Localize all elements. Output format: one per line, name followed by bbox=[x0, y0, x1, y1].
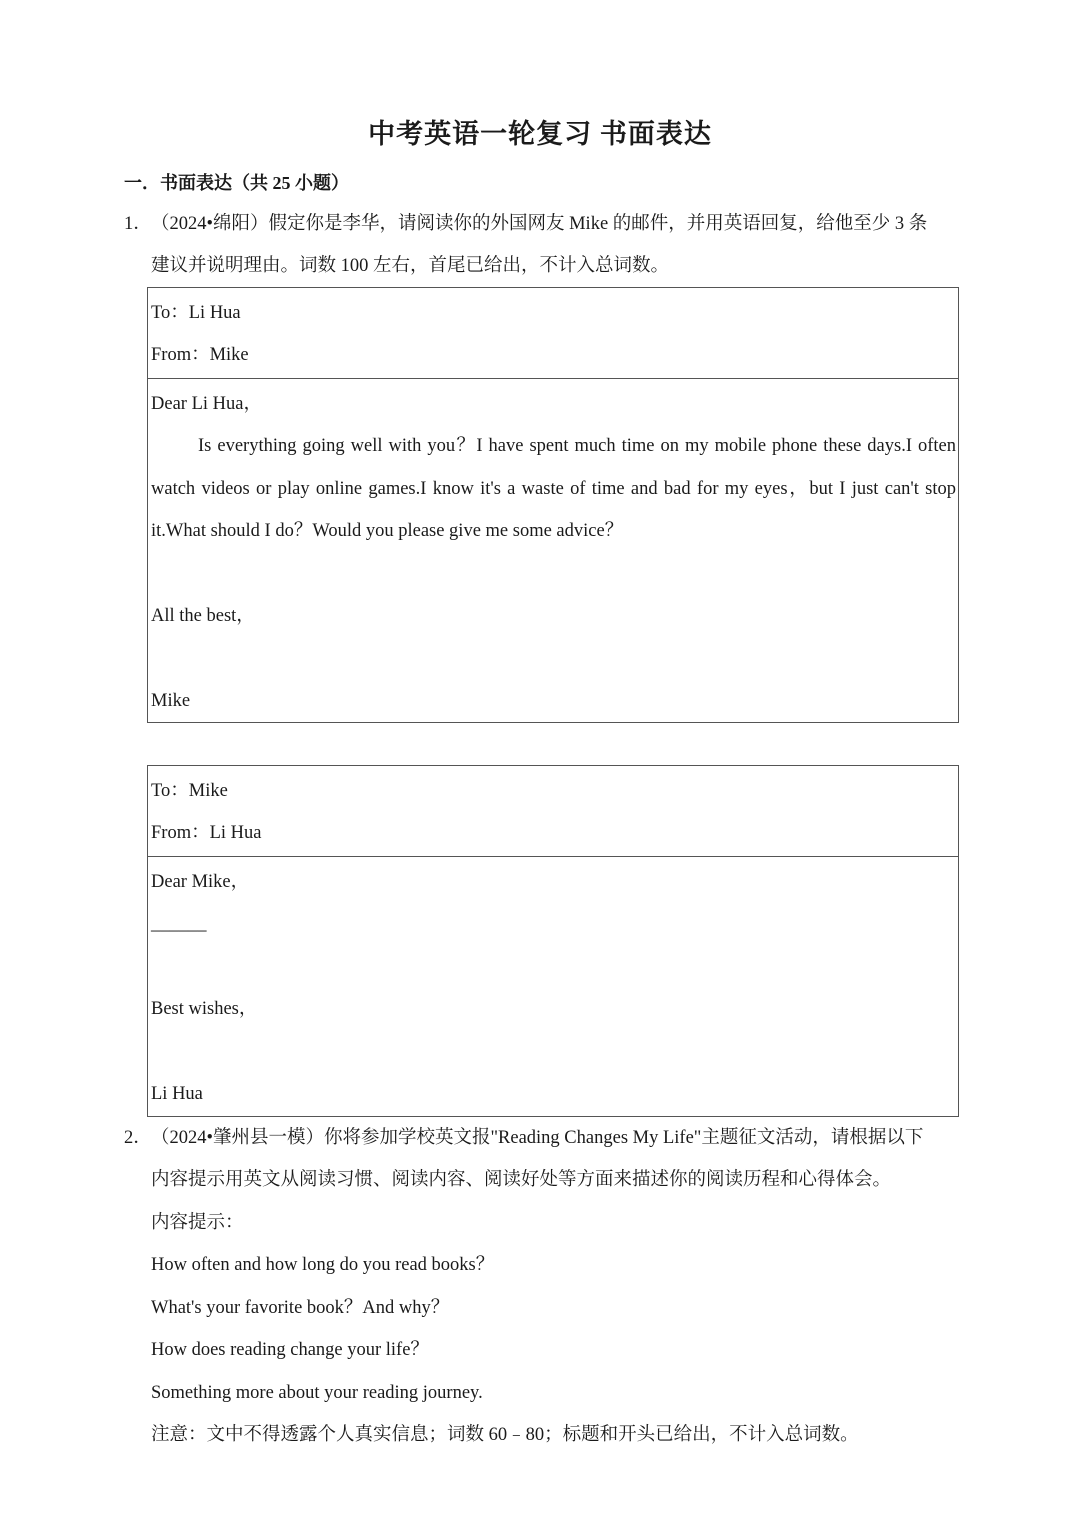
prompt-item: What's your favorite book？And why？ bbox=[151, 1298, 450, 1318]
answer-blank[interactable]: ______ bbox=[151, 914, 207, 934]
question-1-number: 1． bbox=[124, 214, 152, 234]
email-in-body-line-3: it.What should I do？Would you please give me some advice？ bbox=[151, 521, 624, 541]
prompt-label: 内容提示： bbox=[151, 1213, 244, 1233]
email-reply-to: To：Mike bbox=[151, 781, 228, 801]
email-in-header bbox=[148, 288, 958, 378]
email-in-signature: Mike bbox=[151, 691, 191, 711]
email-in-closing: All the best， bbox=[151, 606, 255, 626]
email-in-to: To：Li Hua bbox=[151, 303, 241, 323]
section-title: 一．书面表达（共 25 小题） bbox=[124, 173, 349, 193]
email-in-greeting: Dear Li Hua， bbox=[151, 394, 262, 414]
email-reply-box bbox=[147, 765, 959, 1117]
email-reply-header bbox=[148, 766, 958, 856]
email-in-body-line-1: Is everything going well with you？I have spent much time on my mobile phone these days.I often bbox=[198, 436, 956, 456]
page-title: 中考英语一轮复习 书面表达 bbox=[368, 119, 712, 149]
email-in-body bbox=[148, 378, 958, 723]
question-2-line-1: （2024•肇州县一模）你将参加学校英文报"Reading Changes My Life"主题征文活动，请根据以下 bbox=[151, 1128, 924, 1148]
email-reply-signature: Li Hua bbox=[151, 1084, 203, 1104]
question-1-line-1: （2024•绵阳）假定你是李华，请阅读你的外国网友 Mike 的邮件，并用英语回复，给他至少 3 条 bbox=[151, 214, 928, 234]
email-in-box bbox=[147, 287, 959, 723]
question-2-line-2: 内容提示用英文从阅读习惯、阅读内容、阅读好处等方面来描述你的阅读历程和心得体会。 bbox=[151, 1170, 892, 1190]
prompt-item: How does reading change your life？ bbox=[151, 1340, 429, 1360]
email-reply-greeting: Dear Mike， bbox=[151, 872, 250, 892]
prompt-item: Something more about your reading journey. bbox=[151, 1383, 483, 1403]
email-reply-closing: Best wishes， bbox=[151, 999, 258, 1019]
email-in-from: From：Mike bbox=[151, 345, 249, 365]
email-reply-from: From：Li Hua bbox=[151, 823, 262, 843]
prompt-item: How often and how long do you read books？ bbox=[151, 1255, 495, 1275]
question-2-note: 注意：文中不得透露个人真实信息；词数 60﹣80；标题和开头已给出，不计入总词数。 bbox=[151, 1425, 859, 1445]
email-reply-body bbox=[148, 856, 958, 1117]
question-2-number: 2． bbox=[124, 1128, 152, 1148]
question-1-line-2: 建议并说明理由。词数 100 左右，首尾已给出，不计入总词数。 bbox=[151, 256, 670, 276]
email-in-body-line-2: watch videos or play online games.I know it's a waste of time and bad for my eyes，but I just can't stop bbox=[151, 479, 956, 499]
